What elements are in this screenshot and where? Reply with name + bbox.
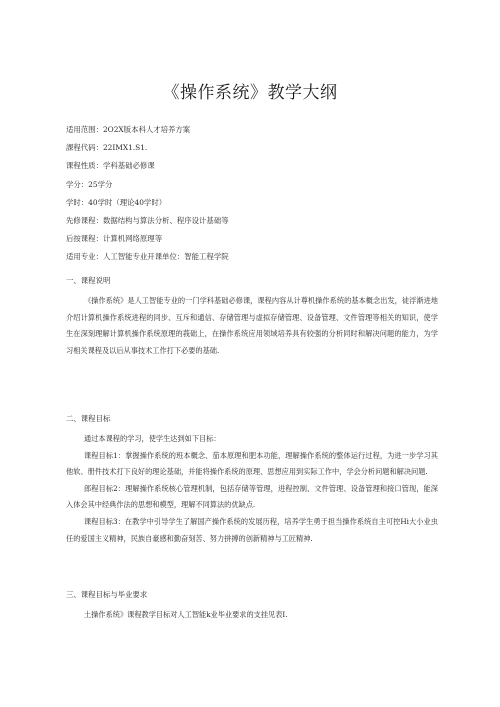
description-paragraph: 《操作系统》是人工智能专业的一门学科基础必修课，课程内容从计尊机操作系统的基本概念出发，徒浮渐进地介绍计算机操作系统进程的同步、互斥和通信、存储管理与虚拟存储管理、设备管理、文件管理等相关的知识，使学生在深刻理解计算机操作系统原理的莪础上，在操作系统应用领域培养具有较强的分析同时和解决问题的能力，为学习相关课程及以后从事技术工作打下必要的基础. [66, 296, 438, 355]
course-info-block [66, 121, 456, 267]
course-code-line: 課程代码：22IMX1.S1. [66, 143, 148, 153]
section-objectives-requirements [66, 590, 438, 624]
credits-line: 学分：25学分 [66, 179, 113, 189]
prerequisites-line: 先修课程：数据结构与算法分析、程序设计基础等 [66, 216, 229, 226]
requirements-paragraph: 土操作系统》课程教学目标对人工智能k业毕业要求的支挂见表I. [84, 610, 288, 619]
objective-1-paragraph: 课程目标1：掌握操作系统的班本概念、茄本原理和肥本功能，理解操作系统的整体运行过程，为进一步学习其他软、册件技术打下良好的理论基础，并能将操作系统的原理、思想应用到实际工作中，学会分析问题和解决问题. [66, 450, 438, 477]
objective-2-paragraph: 郎程目标2：理解操作系统核心管理机制，包括存储等管理，进程控制、文件管理、设备管理和接口管现，能深入体会其中经典作法的思想和模型，理解不同算法的优缺点. [66, 483, 438, 510]
course-nature-line: 课程性质：学科基础必修课 [66, 161, 155, 171]
major-department-line: 适用专业：人工智能专业开课单位：智能工程学院 [66, 252, 229, 262]
section-heading: 三、课程目标与毕业要求 [66, 590, 148, 599]
follow-up-courses-line: 后按课程：计算机网络原理等 [66, 234, 163, 244]
scope-line: 适用范围：2O2X版本科人才培养方案 [66, 125, 191, 134]
section-course-objectives [66, 414, 438, 547]
section-course-description [66, 276, 438, 359]
section-heading: 一、课程说明 [66, 276, 111, 285]
objective-3-paragraph: 课程目标3：在教学中引导学生了解国产操作系统的发展历程，培养学生勇于担当操作系统自主可控Hi大小业虫任的爱国主义精神，民族自豪感和勤奋刻苦、努力拼搏的创新精神与工匠精神. [66, 516, 438, 543]
hours-line: 学时：40学时（理论40学时） [66, 197, 167, 207]
objectives-intro-paragraph: 通过本课程的学习，使学生达到如下目标： [84, 434, 221, 443]
document-title: 《操作系统》教学大纲 [162, 83, 338, 103]
section-heading: 二、课程目标 [66, 414, 111, 423]
